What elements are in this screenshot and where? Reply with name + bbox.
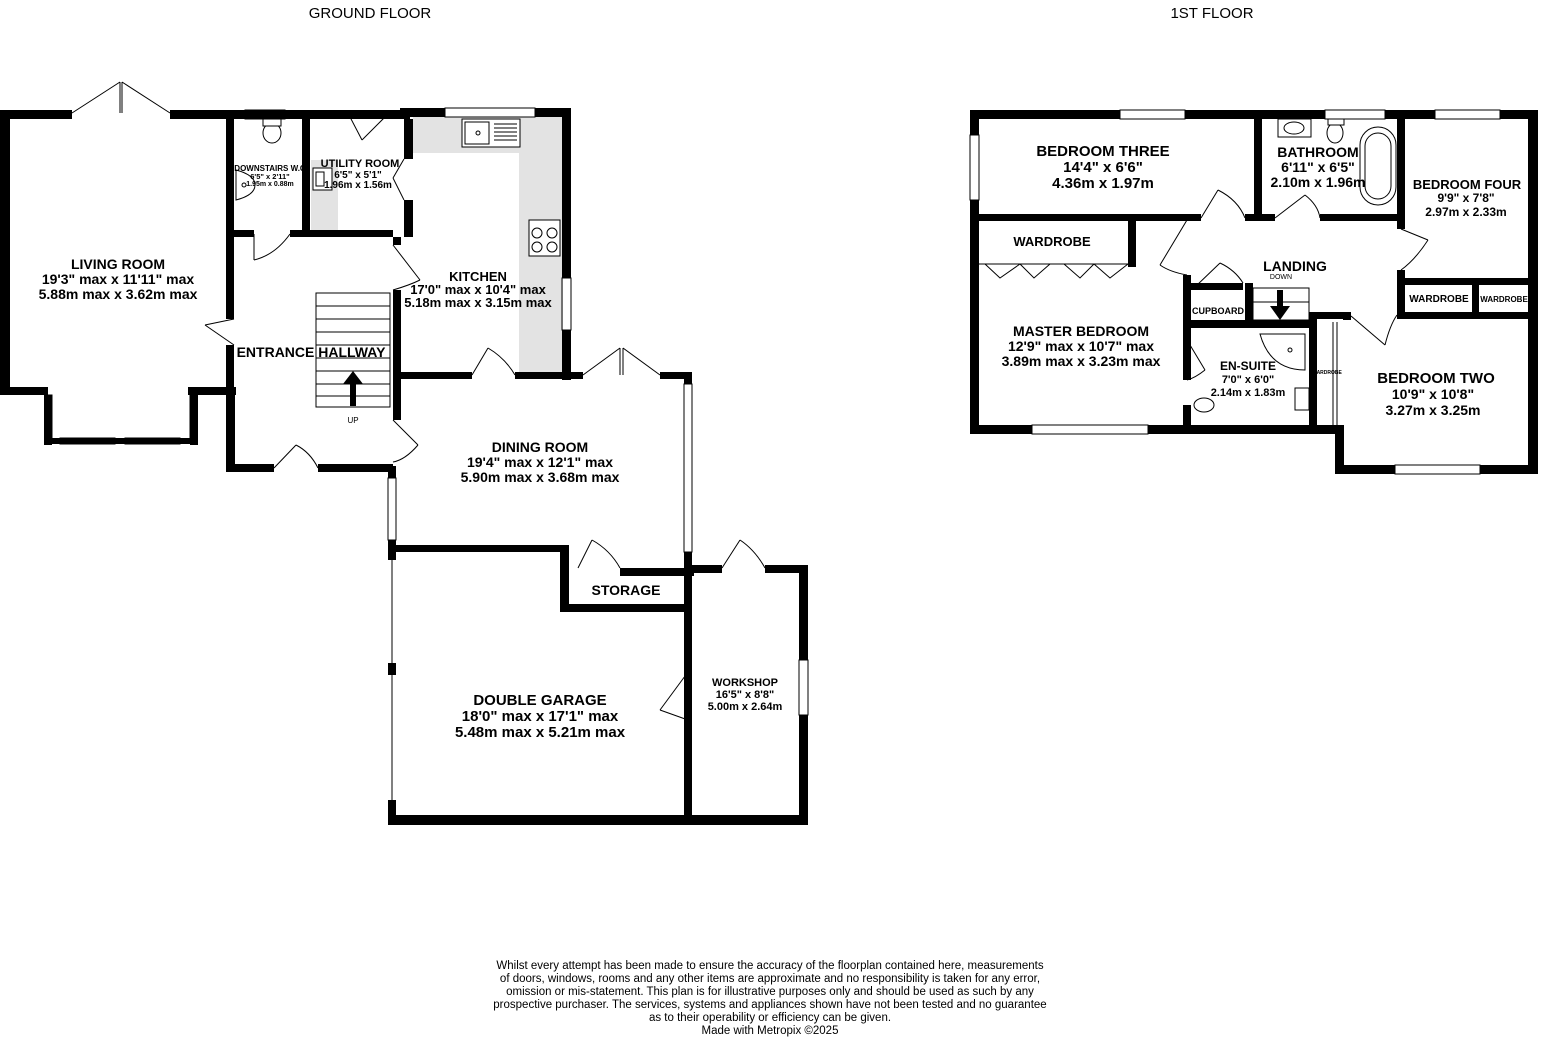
living-room-imperial: 19'3" max x 11'11" max	[41, 271, 195, 287]
bathroom-imperial: 6'11" x 6'5"	[1281, 159, 1355, 175]
stairs-up-label: UP	[347, 416, 359, 425]
room-wardrobe-master	[1013, 234, 1091, 249]
utility-name: UTILITY ROOM	[320, 158, 400, 170]
master-metric: 3.89m max x 3.23m max	[1001, 353, 1161, 369]
room-storage	[592, 582, 661, 598]
bed2-name: BEDROOM TWO	[1377, 370, 1495, 387]
workshop-imperial: 16'5" x 8'8"	[715, 689, 775, 701]
bed4-imperial: 9'9" x 7'8"	[1437, 191, 1495, 205]
wardrobe-small-name: WARDROBE	[1312, 370, 1342, 376]
bed3-name: BEDROOM THREE	[1036, 143, 1170, 160]
ground-floor-title: GROUND FLOOR	[308, 5, 432, 22]
bathroom-name: BATHROOM	[1277, 144, 1359, 160]
disclaimer	[470, 960, 1070, 1038]
storage-name: STORAGE	[591, 582, 661, 598]
utility-imperial: 6'5" x 5'1"	[334, 170, 382, 181]
living-room-metric: 5.88m max x 3.62m max	[38, 286, 198, 302]
disclaimer-line: Whilst every attempt has been made to ensure the accuracy of the floorplan contained here, measurements	[496, 960, 1044, 972]
wc-imperial: 6'5" x 2'11"	[250, 172, 290, 181]
dining-metric: 5.90m max x 3.68m max	[460, 469, 620, 485]
room-bathroom	[1271, 144, 1366, 190]
room-living	[39, 256, 198, 302]
bed4-metric: 2.97m x 2.33m	[1425, 205, 1507, 219]
bed3-metric: 4.36m x 1.97m	[1052, 175, 1154, 192]
room-bed4	[1413, 177, 1522, 219]
room-wardrobe-bed4a	[1409, 294, 1469, 305]
first-floor-openings	[970, 110, 1515, 474]
room-ensuite	[1211, 359, 1286, 399]
bed3-imperial: 14'4" x 6'6"	[1063, 159, 1143, 176]
bed4-name: BEDROOM FOUR	[1412, 177, 1522, 192]
wc-metric: 1.95m x 0.88m	[246, 181, 294, 188]
workshop-name: WORKSHOP	[712, 677, 778, 689]
hallway-name: ENTRANCE HALLWAY	[236, 344, 386, 360]
room-bed3	[1036, 143, 1169, 192]
first-floor-title: 1ST FLOOR	[1170, 5, 1254, 22]
room-cupboard	[1192, 306, 1245, 316]
room-landing	[1263, 258, 1327, 281]
disclaimer-line: prospective purchaser. The services, systems and appliances shown have not been tested and no guarantee	[493, 999, 1047, 1011]
room-wardrobe-bed4b	[1480, 295, 1528, 304]
room-wardrobe-small	[1312, 370, 1342, 376]
bathroom-metric: 2.10m x 1.96m	[1270, 174, 1366, 190]
wardrobe-bed4b-name: WARDROBE	[1480, 295, 1528, 304]
bed2-metric: 3.27m x 3.25m	[1385, 402, 1481, 418]
garage-imperial: 18'0" max x 17'1" max	[461, 708, 619, 725]
ensuite-imperial: 7'0" x 6'0"	[1221, 374, 1275, 386]
disclaimer-line: omission or mis-statement. This plan is for illustrative purposes only and should be used as such by any	[506, 986, 1034, 998]
room-garage	[455, 692, 626, 741]
first-floor	[970, 5, 1538, 474]
kitchen-imperial: 17'0" max x 10'4" max	[410, 282, 546, 297]
disclaimer-line: as to their operability or efficiency can be given.	[648, 1012, 892, 1024]
living-room-name: LIVING ROOM	[70, 256, 166, 272]
room-dining	[461, 439, 620, 485]
kitchen-metric: 5.18m max x 3.15m max	[404, 295, 552, 310]
kitchen-name: KITCHEN	[449, 269, 507, 284]
dining-name: DINING ROOM	[491, 439, 589, 455]
dining-imperial: 19'4" max x 12'1" max	[466, 454, 614, 470]
garage-metric: 5.48m max x 5.21m max	[454, 724, 626, 741]
wardrobe-bed4a-name: WARDROBE	[1409, 294, 1469, 305]
room-master	[1002, 323, 1161, 369]
landing-name: LANDING	[1263, 258, 1327, 274]
ensuite-metric: 2.14m x 1.83m	[1210, 387, 1286, 399]
garage-name: DOUBLE GARAGE	[473, 692, 607, 709]
stairs-down-label: DOWN	[1269, 274, 1293, 281]
wc-name: DOWNSTAIRS W.C	[234, 164, 306, 173]
cupboard-name: CUPBOARD	[1191, 306, 1245, 316]
ground-floor-walls	[0, 108, 808, 825]
wardrobe-master-name: WARDROBE	[1013, 234, 1091, 249]
ground-floor-openings	[48, 82, 808, 815]
disclaimer-line: of doors, windows, rooms and any other items are approximate and no responsibility is taken for any error,	[499, 973, 1041, 985]
disclaimer-credit: Made with Metropix ©2025	[701, 1025, 839, 1037]
room-bed2	[1377, 370, 1495, 418]
utility-metric: 1.96m x 1.56m	[324, 180, 392, 191]
room-workshop	[708, 677, 783, 713]
ensuite-name: EN-SUITE	[1219, 359, 1277, 373]
master-name: MASTER BEDROOM	[1012, 323, 1150, 339]
workshop-metric: 5.00m x 2.64m	[707, 701, 783, 713]
ground-floor	[0, 5, 808, 825]
bed2-imperial: 10'9" x 10'8"	[1391, 386, 1475, 402]
master-imperial: 12'9" max x 10'7" max	[1007, 338, 1155, 354]
